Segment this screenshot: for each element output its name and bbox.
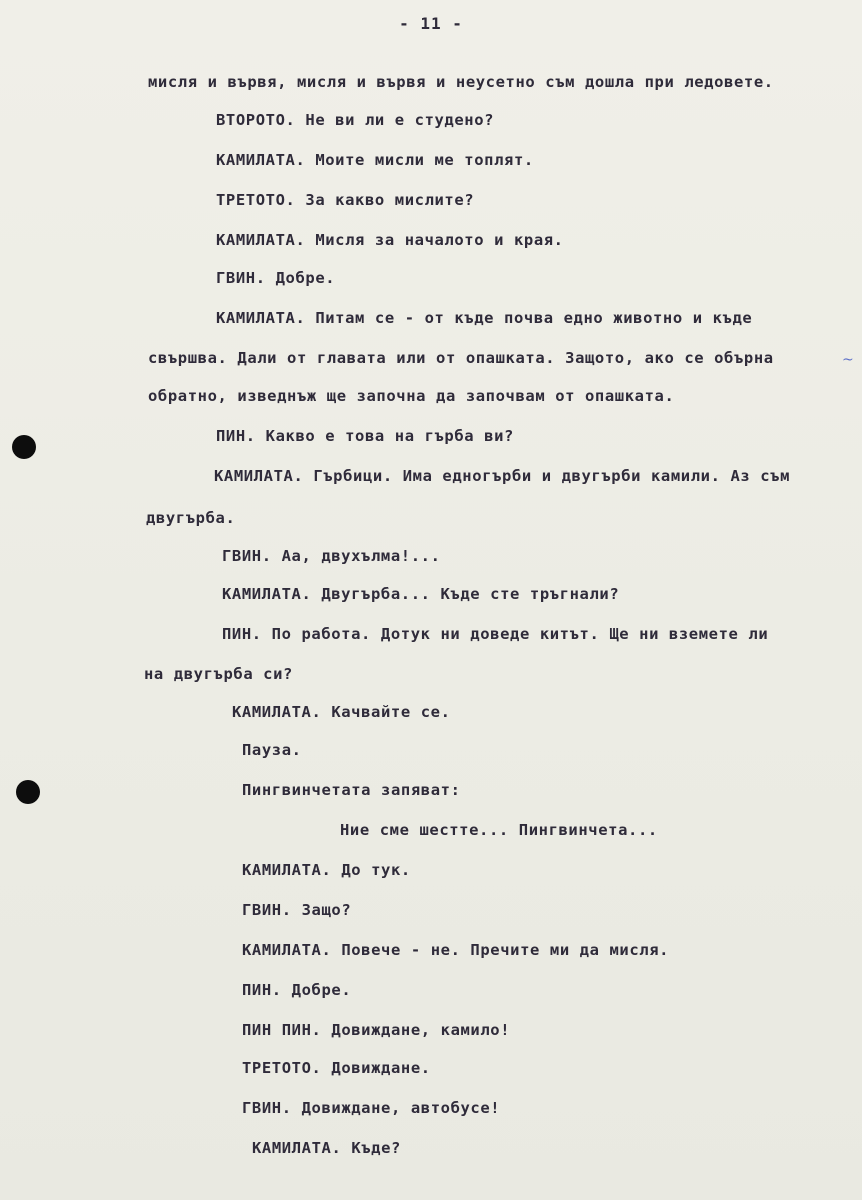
text-line: ГВИН. Защо? (242, 901, 352, 919)
text-line: ВТОРОТО. Не ви ли е студено? (216, 111, 495, 129)
text-line: ГВИН. Довиждане, автобусе! (242, 1099, 501, 1117)
text-line: на двугърба си? (144, 665, 293, 683)
text-line: Пингвинчетата запяват: (242, 781, 461, 799)
text-line: КАМИЛАТА. Качвайте се. (232, 703, 451, 721)
text-line: КАМИЛАТА. Гърбици. Има едногърби и двугърби камили. Аз съм (214, 467, 791, 485)
text-line: ПИН. Какво е това на гърба ви? (216, 427, 514, 445)
pen-mark: ~ (842, 352, 854, 368)
page-number: - 11 - (399, 14, 463, 33)
text-line: ТРЕТОТО. За какво мислите? (216, 191, 475, 209)
text-line: ПИН. Добре. (242, 981, 352, 999)
text-line: обратно, изведнъж ще започна да започвам от опашката. (148, 387, 675, 405)
punch-hole (16, 780, 40, 804)
text-line: КАМИЛАТА. Повече - не. Пречите ми да мисля. (242, 941, 670, 959)
text-line: ГВИН. Аа, двухълма!... (222, 547, 441, 565)
text-line: ПИН. По работа. Дотук ни доведе китът. Ще ни вземете ли (222, 625, 769, 643)
text-line: ПИН ПИН. Довиждане, камило! (242, 1021, 511, 1039)
text-line: двугърба. (146, 509, 236, 527)
text-line: КАМИЛАТА. До тук. (242, 861, 411, 879)
text-line: свършва. Дали от главата или от опашката. Защото, ако се обърна (148, 349, 774, 367)
text-line: мисля и вървя, мисля и вървя и неусетно съм дошла при ледовете. (148, 73, 774, 91)
text-line: КАМИЛАТА. Мисля за началото и края. (216, 231, 564, 249)
text-line: ТРЕТОТО. Довиждане. (242, 1059, 431, 1077)
text-line: КАМИЛАТА. Къде? (252, 1139, 401, 1157)
text-line: КАМИЛАТА. Моите мисли ме топлят. (216, 151, 534, 169)
text-line: Ние сме шестте... Пингвинчета... (340, 821, 658, 839)
punch-hole (12, 435, 36, 459)
text-line: КАМИЛАТА. Двугърба... Къде сте тръгнали? (222, 585, 620, 603)
text-line: Пауза. (242, 741, 302, 759)
text-line: КАМИЛАТА. Питам се - от къде почва едно животно и къде (216, 309, 753, 327)
text-line: ГВИН. Добре. (216, 269, 336, 287)
